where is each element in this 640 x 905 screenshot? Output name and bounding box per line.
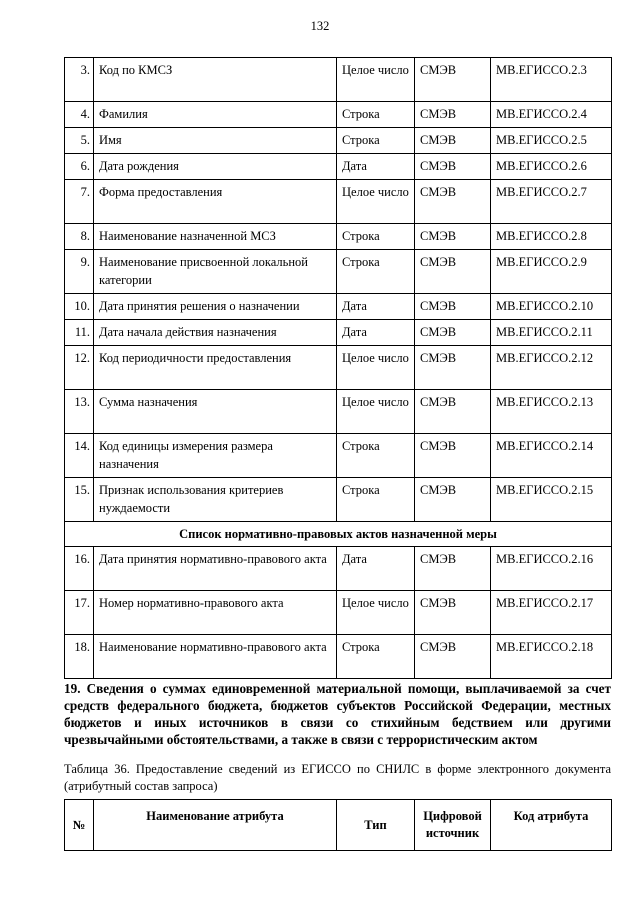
- section-title: Список нормативно-правовых актов назначенной меры: [65, 522, 612, 547]
- attribute-code: МВ.ЕГИССО.2.10: [491, 294, 612, 320]
- header-row: [65, 800, 612, 851]
- attribute-code: МВ.ЕГИССО.2.11: [491, 320, 612, 346]
- attribute-name: Код по КМСЗ: [94, 58, 337, 102]
- attribute-type: Строка: [337, 224, 415, 250]
- attribute-type: Строка: [337, 478, 415, 522]
- attributes-table: [64, 57, 612, 679]
- attribute-type: Целое число: [337, 591, 415, 635]
- attribute-code: МВ.ЕГИССО.2.16: [491, 547, 612, 591]
- attribute-source: СМЭВ: [415, 547, 491, 591]
- attribute-type: Строка: [337, 635, 415, 679]
- table-36-header: [64, 799, 612, 851]
- table-row: [65, 224, 612, 250]
- row-number: 10.: [65, 294, 94, 320]
- attribute-source: СМЭВ: [415, 154, 491, 180]
- row-number: 12.: [65, 346, 94, 390]
- table-row: [65, 591, 612, 635]
- section-heading: 19. Сведения о суммах единовременной материальной помощи, выплачиваемой за счет средств федерального бюджета, бюджетов субъектов Российской Федерации, местных бюджетов и иных источников в связи со стихийным бедствием или другими чрезвычайными обстоятельствами, а также в связи с террористическим актом: [64, 681, 611, 747]
- attribute-code: МВ.ЕГИССО.2.3: [491, 58, 612, 102]
- attribute-type: Целое число: [337, 180, 415, 224]
- table-row: [65, 346, 612, 390]
- table-row: [65, 478, 612, 522]
- row-number: 14.: [65, 434, 94, 478]
- attribute-name: Номер нормативно-правового акта: [94, 591, 337, 635]
- attribute-code: МВ.ЕГИССО.2.6: [491, 154, 612, 180]
- table-caption: Таблица 36. Предоставление сведений из ЕГИССО по СНИЛС в форме электронного документа (атрибутный состав запроса): [64, 762, 611, 793]
- row-number: 15.: [65, 478, 94, 522]
- row-number: 8.: [65, 224, 94, 250]
- header-attribute-code: Код атрибута: [491, 800, 612, 851]
- attribute-source: СМЭВ: [415, 128, 491, 154]
- attribute-code: МВ.ЕГИССО.2.13: [491, 390, 612, 434]
- attribute-source: СМЭВ: [415, 58, 491, 102]
- attribute-name: Наименование назначенной МСЗ: [94, 224, 337, 250]
- attribute-code: МВ.ЕГИССО.2.18: [491, 635, 612, 679]
- row-number: 7.: [65, 180, 94, 224]
- attribute-type: Дата: [337, 320, 415, 346]
- attribute-source: СМЭВ: [415, 346, 491, 390]
- header-type: Тип: [337, 800, 415, 851]
- section-row: [65, 522, 612, 547]
- attribute-source: СМЭВ: [415, 180, 491, 224]
- attribute-name: Дата начала действия назначения: [94, 320, 337, 346]
- attribute-source: СМЭВ: [415, 478, 491, 522]
- table-row: [65, 635, 612, 679]
- attribute-type: Строка: [337, 128, 415, 154]
- header-attribute-name: Наименование атрибута: [94, 800, 337, 851]
- attribute-source: СМЭВ: [415, 591, 491, 635]
- attribute-source: СМЭВ: [415, 434, 491, 478]
- row-number: 6.: [65, 154, 94, 180]
- attribute-code: МВ.ЕГИССО.2.5: [491, 128, 612, 154]
- attribute-source: СМЭВ: [415, 224, 491, 250]
- table-row: [65, 547, 612, 591]
- attribute-name: Признак использования критериев нуждаемости: [94, 478, 337, 522]
- attribute-name: Наименование присвоенной локальной категории: [94, 250, 337, 294]
- table-row: [65, 434, 612, 478]
- attribute-type: Дата: [337, 154, 415, 180]
- attribute-type: Дата: [337, 294, 415, 320]
- attribute-source: СМЭВ: [415, 635, 491, 679]
- attribute-name: Имя: [94, 128, 337, 154]
- header-num: №: [65, 800, 94, 851]
- table-row: [65, 294, 612, 320]
- attribute-name: Форма предоставления: [94, 180, 337, 224]
- attribute-name: Фамилия: [94, 102, 337, 128]
- attribute-code: МВ.ЕГИССО.2.12: [491, 346, 612, 390]
- attribute-code: МВ.ЕГИССО.2.7: [491, 180, 612, 224]
- attribute-source: СМЭВ: [415, 294, 491, 320]
- attribute-type: Целое число: [337, 346, 415, 390]
- attribute-name: Код единицы измерения размера назначения: [94, 434, 337, 478]
- table-row: [65, 154, 612, 180]
- row-number: 5.: [65, 128, 94, 154]
- attribute-code: МВ.ЕГИССО.2.15: [491, 478, 612, 522]
- attribute-source: СМЭВ: [415, 102, 491, 128]
- row-number: 9.: [65, 250, 94, 294]
- row-number: 3.: [65, 58, 94, 102]
- page-number: 132: [310, 19, 330, 33]
- attribute-name: Дата принятия нормативно-правового акта: [94, 547, 337, 591]
- attribute-source: СМЭВ: [415, 320, 491, 346]
- attribute-name: Сумма назначения: [94, 390, 337, 434]
- attribute-type: Целое число: [337, 58, 415, 102]
- table-row: [65, 250, 612, 294]
- attribute-code: МВ.ЕГИССО.2.17: [491, 591, 612, 635]
- attribute-type: Строка: [337, 434, 415, 478]
- table-row: [65, 390, 612, 434]
- table-row: [65, 102, 612, 128]
- attribute-source: СМЭВ: [415, 390, 491, 434]
- attribute-code: МВ.ЕГИССО.2.4: [491, 102, 612, 128]
- row-number: 4.: [65, 102, 94, 128]
- table-row: [65, 58, 612, 102]
- attribute-code: МВ.ЕГИССО.2.9: [491, 250, 612, 294]
- attribute-type: Строка: [337, 250, 415, 294]
- attribute-type: Целое число: [337, 390, 415, 434]
- attribute-type: Строка: [337, 102, 415, 128]
- row-number: 17.: [65, 591, 94, 635]
- table-row: [65, 180, 612, 224]
- attribute-name: Дата принятия решения о назначении: [94, 294, 337, 320]
- attribute-source: СМЭВ: [415, 250, 491, 294]
- row-number: 13.: [65, 390, 94, 434]
- attribute-name: Код периодичности предоставления: [94, 346, 337, 390]
- row-number: 11.: [65, 320, 94, 346]
- attribute-name: Дата рождения: [94, 154, 337, 180]
- attribute-code: МВ.ЕГИССО.2.14: [491, 434, 612, 478]
- row-number: 18.: [65, 635, 94, 679]
- attribute-code: МВ.ЕГИССО.2.8: [491, 224, 612, 250]
- header-source: Цифровой источник: [415, 800, 491, 851]
- attribute-type: Дата: [337, 547, 415, 591]
- table-row: [65, 320, 612, 346]
- table-row: [65, 128, 612, 154]
- row-number: 16.: [65, 547, 94, 591]
- attribute-name: Наименование нормативно-правового акта: [94, 635, 337, 679]
